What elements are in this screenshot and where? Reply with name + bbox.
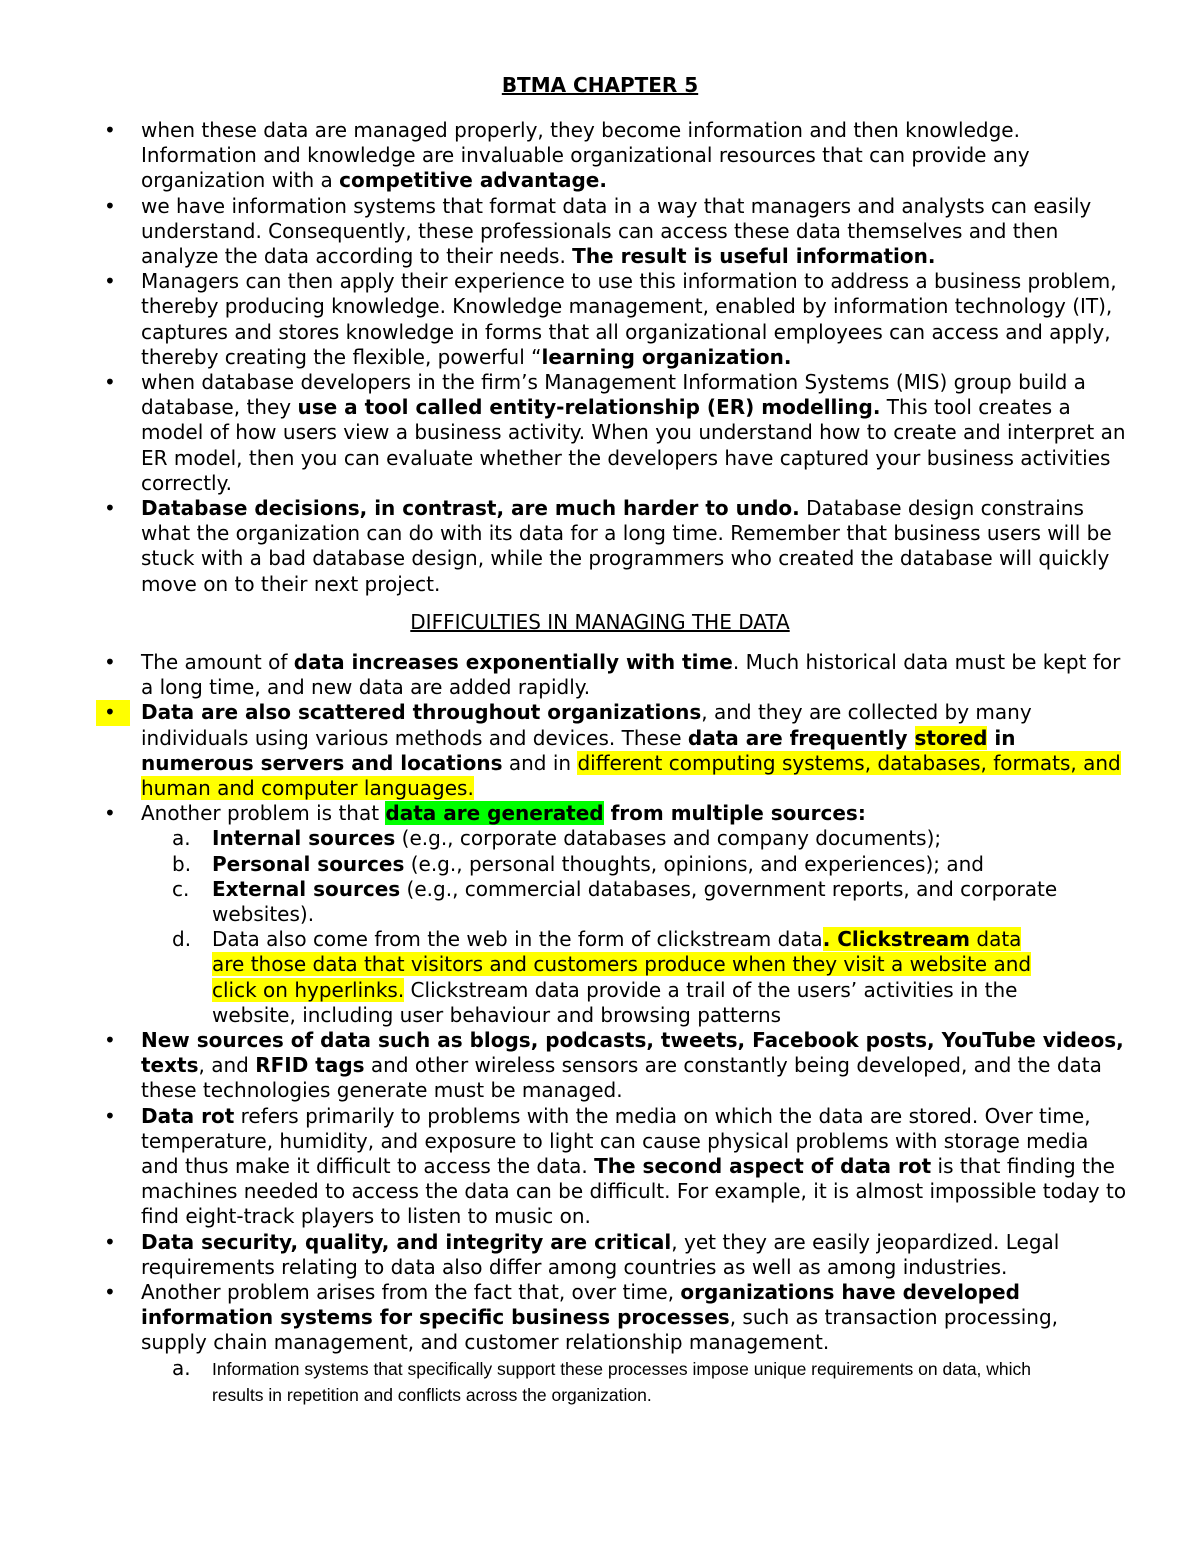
paragraph-text: when these data are managed properly, they become information and then knowledge. Information and knowledge are invaluable organizational resources that can provide any organization with a xyxy=(141,118,1030,193)
paragraph-text: Database design constrains what the organization can do with its data for a long time. Remember that business users will be stuck with a bad database design, while the programmers who created the database will quickly move on to their next project. xyxy=(141,496,1112,596)
bold-text: RFID tags xyxy=(255,1053,365,1078)
list-item xyxy=(0,118,1200,194)
bold-text: organizations have developed information systems for specific business processes xyxy=(141,1280,1020,1330)
bold-text: Data security, quality, and integrity are critical xyxy=(141,1229,672,1254)
bold-text: competitive advantage. xyxy=(339,168,607,193)
bold-text: External sources xyxy=(212,876,401,901)
paragraph-text: Managers can then apply their experience to use this information to address a business problem, thereby producing knowledge. Knowledge management, enabled by information technology (IT), captures and stores knowledge in forms that all organizational employees can access and apply, thereby creating the flexible, powerful “ xyxy=(141,269,1117,369)
bold-text: from multiple sources: xyxy=(603,801,866,826)
bold-text: Internal sources xyxy=(212,826,396,851)
list-item xyxy=(0,370,1200,496)
list-item xyxy=(0,194,1200,270)
list-item xyxy=(0,1280,1200,1408)
paragraph-text: Data also come from the web in the form of clickstream data xyxy=(212,927,823,952)
bold-text: The second aspect of data rot xyxy=(594,1154,932,1179)
bold-text: data are frequently xyxy=(687,725,915,750)
sublist-item xyxy=(0,877,1130,927)
list-marker: d. xyxy=(172,927,192,952)
sublist-item xyxy=(0,852,1130,877)
bold-text: Database decisions, in contrast, are much harder to undo. xyxy=(141,496,800,521)
paragraph-text: . Much historical data must be kept for a long time, and new data are added rapidly. xyxy=(141,650,1121,700)
sublist-item xyxy=(0,826,1130,851)
bullet-icon: • xyxy=(104,269,116,294)
bullet-icon: • xyxy=(104,1229,116,1254)
bold-text: Data rot xyxy=(141,1103,235,1128)
paragraph-text: and in xyxy=(502,750,578,775)
paragraph-text: , and xyxy=(198,1053,256,1078)
difficulties-bullet-list xyxy=(0,650,1200,1408)
bullet-icon: • xyxy=(96,700,130,725)
sublist-item xyxy=(0,1356,1130,1408)
paragraph-text: (e.g., personal thoughts, opinions, and experiences); and xyxy=(404,851,984,876)
paragraph-text: and other wireless sensors are constantly being developed, and the data these technologies generate must be managed. xyxy=(141,1053,1102,1103)
bullet-icon: • xyxy=(104,496,116,521)
bold-text: New sources of data such as blogs, podcasts, tweets, Facebook posts, YouTube videos, texts xyxy=(141,1028,1124,1078)
paragraph-text: , such as transaction processing, supply chain management, and customer relationship management. xyxy=(141,1305,1059,1355)
bold-text: Personal sources xyxy=(212,851,405,876)
bullet-icon: • xyxy=(104,1028,116,1053)
highlighted-text: stored xyxy=(914,725,988,750)
list-marker: a. xyxy=(172,1355,191,1380)
bold-text: learning organization. xyxy=(541,344,792,369)
sources-sublist xyxy=(141,826,1130,1028)
bold-text: use a tool called entity-relationship (ER) modelling. xyxy=(297,395,881,420)
list-marker: b. xyxy=(172,851,192,876)
paragraph-text: Clickstream data provide a trail of the users’ activities in the website, including user behaviour and browsing patterns xyxy=(212,977,1018,1027)
list-item xyxy=(0,496,1200,597)
section-heading: DIFFICULTIES IN MANAGING THE DATA xyxy=(410,610,790,634)
list-item xyxy=(0,801,1200,1028)
page-title: BTMA CHAPTER 5 xyxy=(501,73,699,97)
highlighted-text: different computing systems, databases, formats, and human and computer languages. xyxy=(141,750,1121,801)
bold-text: The result is useful information. xyxy=(572,244,936,269)
paragraph-text: Another problem arises from the fact that, over time, xyxy=(141,1280,681,1305)
bold-text: Data are also scattered throughout organizations xyxy=(141,700,702,725)
sublist-item xyxy=(0,927,1130,1028)
list-marker: c. xyxy=(172,876,190,901)
highlighted-text: data are those data that visitors and customers produce when they visit a website and click on hyperlinks. xyxy=(212,927,1032,1002)
highlighted-text: . Clickstream xyxy=(822,927,971,952)
bullet-icon: • xyxy=(104,193,116,218)
processes-sublist xyxy=(141,1356,1130,1408)
highlighted-text: data are generated xyxy=(385,801,604,826)
list-item xyxy=(0,700,1200,801)
bullet-icon: • xyxy=(104,1280,116,1305)
paragraph-text: Information systems that specifically support these processes impose unique requirements on data, which results in repetition and conflicts across the organization. xyxy=(212,1358,1032,1405)
bullet-icon: • xyxy=(104,801,116,826)
paragraph-text: Another problem is that xyxy=(141,801,386,826)
list-marker: a. xyxy=(172,826,191,851)
bullet-icon: • xyxy=(104,1103,116,1128)
paragraph-text: refers primarily to problems with the media on which the data are stored. Over time, temperature, humidity, and exposure to light can cause physical problems with storage media and thus make it difficult to access the data. xyxy=(141,1103,1091,1179)
paragraph-text: we have information systems that format data in a way that managers and analysts can easily understand. Consequently, these professionals can access these data themselves and then analyze the data according to their needs. xyxy=(141,193,1092,269)
list-item xyxy=(0,1230,1200,1280)
list-item xyxy=(0,269,1200,370)
bullet-icon: • xyxy=(104,650,116,674)
list-item xyxy=(0,650,1200,700)
bullet-icon: • xyxy=(104,370,116,395)
paragraph-text: (e.g., commercial databases, government reports, and corporate websites). xyxy=(212,876,1058,927)
paragraph-text: , and they are collected by many individuals using various methods and devices. These xyxy=(141,700,1032,750)
paragraph-text: is that finding the machines needed to access the data can be difficult. For example, it is almost impossible today to find eight-track players to listen to music on. xyxy=(141,1154,1127,1229)
bold-text: in numerous servers and locations xyxy=(141,725,1016,775)
paragraph-text: This tool creates a model of how users view a business activity. When you understand how to create and interpret an ER model, then you can evaluate whether the developers have captured your business activities correctly. xyxy=(141,395,1126,495)
list-item xyxy=(0,1028,1200,1104)
bullet-icon: • xyxy=(104,118,116,142)
bold-text: data increases exponentially with time xyxy=(293,650,733,674)
list-item xyxy=(0,1104,1200,1230)
paragraph-text: (e.g., corporate databases and company documents); xyxy=(395,826,942,851)
paragraph-text: , yet they are easily jeopardized. Legal requirements relating to data also differ among countries as well as among industries. xyxy=(141,1229,1060,1279)
paragraph-text: when database developers in the firm’s Management Information Systems (MIS) group build a database, they xyxy=(141,370,1086,420)
paragraph-text: The amount of xyxy=(141,650,294,674)
intro-bullet-list xyxy=(0,118,1200,597)
